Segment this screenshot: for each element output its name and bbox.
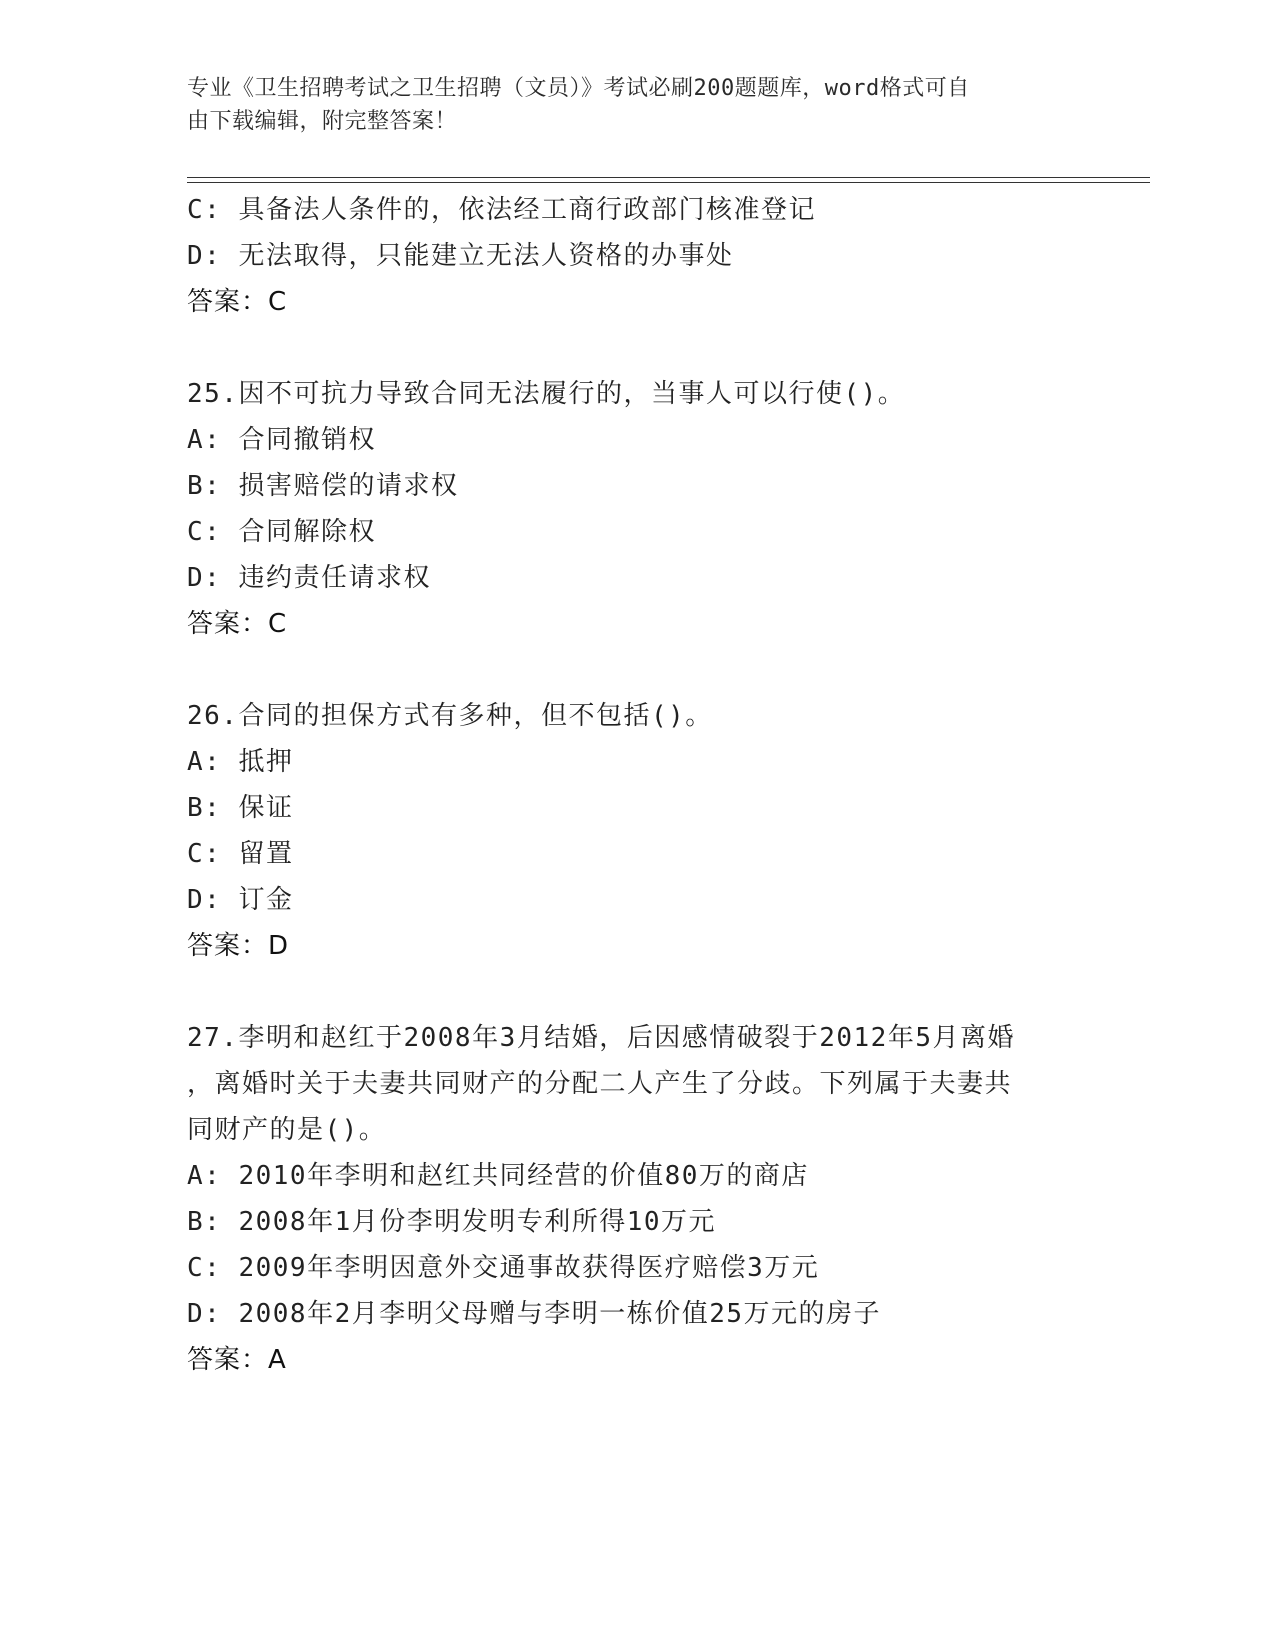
option-a: A: 合同撤销权 <box>187 425 376 455</box>
question-stem-line-1: 27.李明和赵红于2008年3月结婚，后因感情破裂于2012年5月离婚 <box>187 1023 1015 1053</box>
option-d: D: 2008年2月李明父母赠与李明一栋价值25万元的房子 <box>187 1299 882 1329</box>
document-header <box>187 72 1067 138</box>
option-d: D: 无法取得，只能建立无法人资格的办事处 <box>187 241 734 271</box>
option-c: C: 留置 <box>187 839 294 869</box>
option-c: C: 具备法人条件的，依法经工商行政部门核准登记 <box>187 195 816 225</box>
question-stem-line-3: 同财产的是()。 <box>187 1115 387 1145</box>
option-a: A: 抵押 <box>187 747 294 777</box>
option-a: A: 2010年李明和赵红共同经营的价值80万的商店 <box>187 1161 809 1191</box>
answer-line: 答案：C <box>187 287 288 317</box>
header-title-line-1: 专业《卫生招聘考试之卫生招聘（文员）》考试必刷200题题库，word格式可自 <box>187 76 970 101</box>
option-b: B: 保证 <box>187 793 294 823</box>
question-stem-line-2: ，离婚时关于夫妻共同财产的分配二人产生了分歧。下列属于夫妻共 <box>187 1069 1013 1099</box>
answer-line: 答案：C <box>187 609 288 639</box>
spacer <box>187 325 1087 371</box>
header-divider-top <box>187 177 1150 178</box>
question-27 <box>187 1015 1087 1383</box>
question-25 <box>187 371 1087 647</box>
option-b: B: 2008年1月份李明发明专利所得10万元 <box>187 1207 717 1237</box>
spacer <box>187 647 1087 693</box>
question-stem: 25.因不可抗力导致合同无法履行的，当事人可以行使()。 <box>187 379 906 409</box>
question-stem: 26.合同的担保方式有多种，但不包括()。 <box>187 701 713 731</box>
option-d: D: 订金 <box>187 885 294 915</box>
spacer <box>187 969 1087 1015</box>
option-d: D: 违约责任请求权 <box>187 563 431 593</box>
question-24-continued <box>187 187 1087 325</box>
header-title-line-2: 由下载编辑，附完整答案！ <box>187 109 458 134</box>
answer-line: 答案：A <box>187 1345 287 1375</box>
option-c: C: 合同解除权 <box>187 517 376 547</box>
option-b: B: 损害赔偿的请求权 <box>187 471 459 501</box>
question-26 <box>187 693 1087 969</box>
header-divider-bottom <box>187 182 1150 183</box>
question-list <box>187 187 1087 1383</box>
answer-line: 答案：D <box>187 931 290 961</box>
option-c: C: 2009年李明因意外交通事故获得医疗赔偿3万元 <box>187 1253 820 1283</box>
